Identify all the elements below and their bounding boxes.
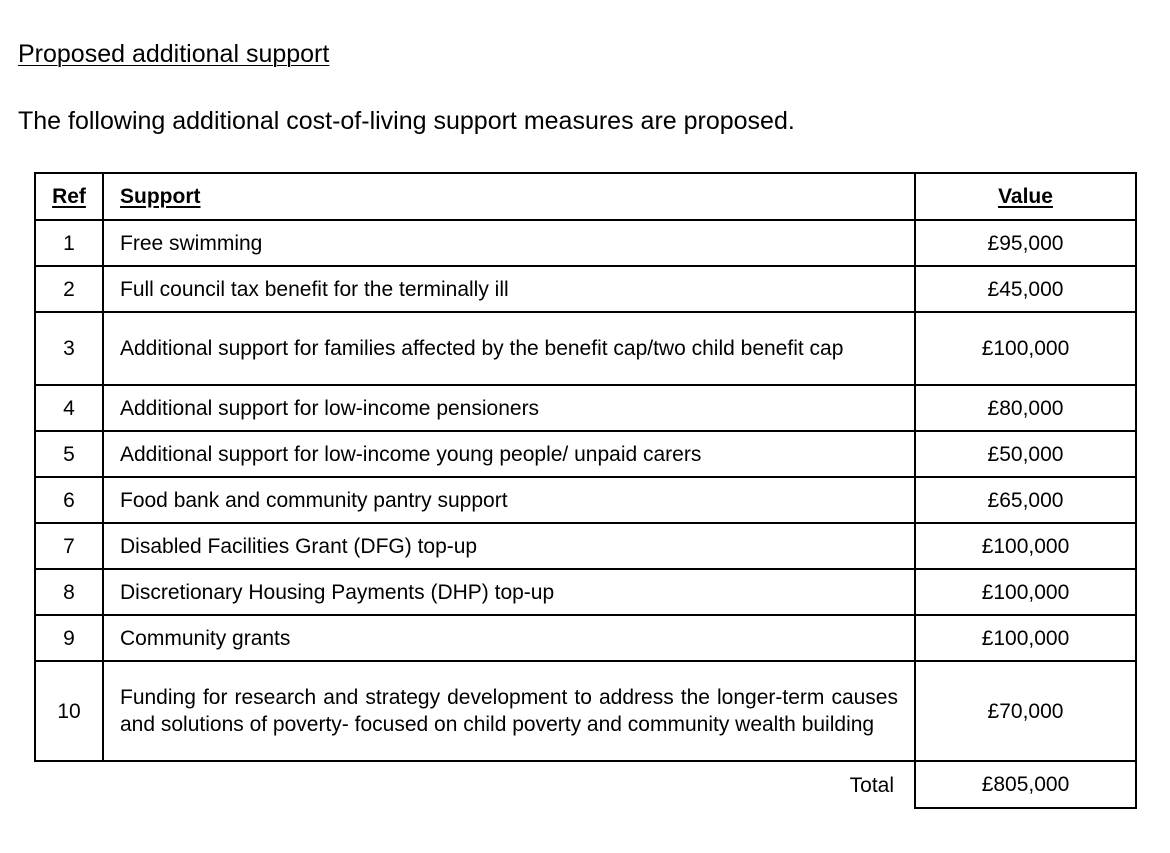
cell-ref: 6 <box>35 477 103 523</box>
cell-value: £70,000 <box>915 661 1136 761</box>
cell-ref: 1 <box>35 220 103 266</box>
cell-value: £50,000 <box>915 431 1136 477</box>
table-row <box>35 523 1136 569</box>
column-header-ref: Ref <box>35 173 103 220</box>
cell-support: Additional support for low-income pensioners <box>103 385 915 431</box>
support-measures-table <box>34 172 1137 809</box>
intro-paragraph: The following additional cost-of-living support measures are proposed. <box>18 107 795 135</box>
table-row <box>35 477 1136 523</box>
cell-support: Free swimming <box>103 220 915 266</box>
cell-value: £100,000 <box>915 523 1136 569</box>
cell-value: £80,000 <box>915 385 1136 431</box>
cell-ref: 8 <box>35 569 103 615</box>
cell-ref: 5 <box>35 431 103 477</box>
table-row <box>35 312 1136 385</box>
table-row <box>35 266 1136 312</box>
section-heading: Proposed additional support <box>18 40 330 68</box>
cell-value: £100,000 <box>915 615 1136 661</box>
cell-value: £100,000 <box>915 312 1136 385</box>
cell-value: £95,000 <box>915 220 1136 266</box>
total-label: Total <box>849 773 894 797</box>
table-row <box>35 431 1136 477</box>
cell-value: £100,000 <box>915 569 1136 615</box>
cell-value: £65,000 <box>915 477 1136 523</box>
table-row <box>35 220 1136 266</box>
table-header-row <box>35 173 1136 220</box>
total-row <box>35 761 1136 808</box>
cell-support: Additional support for families affected by the benefit cap/two child benefit cap <box>103 312 915 385</box>
cell-support: Funding for research and strategy development to address the longer-term causes and solutions of poverty- focused on child poverty and community wealth building <box>103 661 915 761</box>
cell-ref: 3 <box>35 312 103 385</box>
cell-support: Additional support for low-income young people/ unpaid carers <box>103 431 915 477</box>
column-header-support: Support <box>103 173 915 220</box>
table-row <box>35 661 1136 761</box>
cell-value: £45,000 <box>915 266 1136 312</box>
cell-support: Discretionary Housing Payments (DHP) top-up <box>103 569 915 615</box>
cell-ref: 9 <box>35 615 103 661</box>
cell-ref: 4 <box>35 385 103 431</box>
table-row <box>35 615 1136 661</box>
column-header-value: Value <box>915 173 1136 220</box>
cell-ref: 7 <box>35 523 103 569</box>
cell-support: Food bank and community pantry support <box>103 477 915 523</box>
cell-support: Disabled Facilities Grant (DFG) top-up <box>103 523 915 569</box>
table-row <box>35 385 1136 431</box>
cell-ref: 10 <box>35 661 103 761</box>
cell-ref: 2 <box>35 266 103 312</box>
table-row <box>35 569 1136 615</box>
cell-support: Full council tax benefit for the terminally ill <box>103 266 915 312</box>
cell-support: Community grants <box>103 615 915 661</box>
total-value: £805,000 <box>915 761 1136 808</box>
